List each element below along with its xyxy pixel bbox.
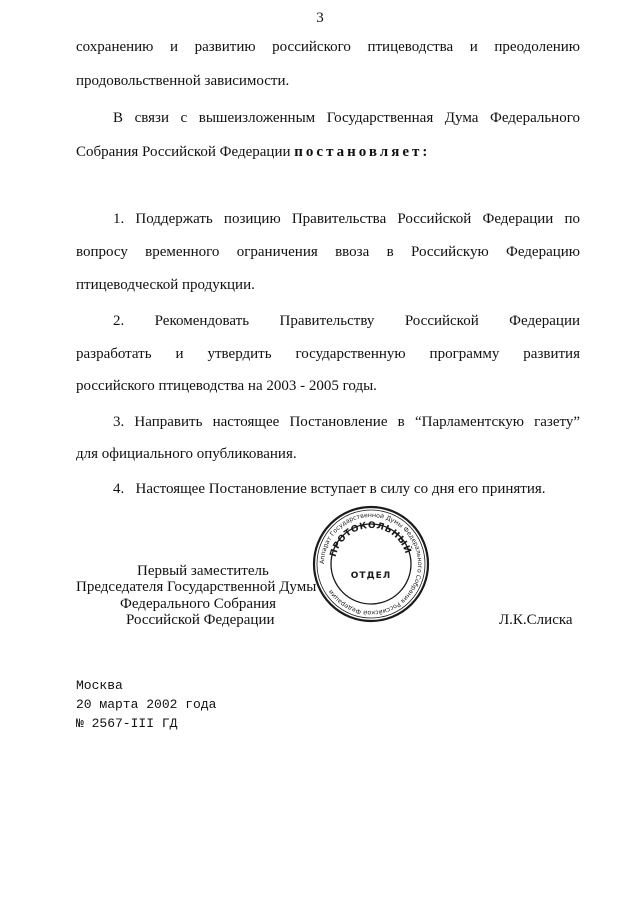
- resolves-keyword: постановляет:: [294, 144, 431, 160]
- footer-date: 20 марта 2002 года: [76, 697, 217, 712]
- footer-document-number: № 2567-III ГД: [76, 716, 178, 731]
- item-4-line-1: 4. Настоящее Постановление вступает в силу со дня его принятия.: [113, 481, 546, 497]
- paragraph-1-line-2: продовольственной зависимости.: [76, 73, 290, 89]
- resolution-intro: Собрания Российской Федерации: [76, 144, 291, 160]
- footer-city: Москва: [76, 678, 123, 693]
- item-3-line-2: для официального опубликования.: [76, 446, 297, 462]
- signatory-title-line-3: Федерального Собрания: [120, 596, 277, 612]
- signatory-title-line-4: Российской Федерации: [126, 612, 275, 628]
- signatory-name: Л.К.Слиска: [499, 612, 573, 628]
- signatory-title-line-2: Председателя Государственной Думы: [76, 579, 317, 595]
- signatory-title-line-1: Первый заместитель: [137, 563, 269, 579]
- item-1-line-1: 1. Поддержать позицию Правительства Российской Федерации по: [113, 211, 580, 227]
- page-number: 3: [316, 10, 324, 26]
- item-2-line-2: разработать и утвердить государственную программу развития: [76, 346, 580, 362]
- official-seal-stamp: [311, 504, 431, 624]
- seal-outer-text-path: Аппарат Государственной Думы Федерального Собрания Российской Федерации: [318, 511, 424, 617]
- item-1-line-3: птицеводческой продукции.: [76, 277, 255, 293]
- item-2-line-3: российского птицеводства на 2003 - 2005 годы.: [76, 378, 377, 394]
- item-1-line-2: вопросу временного ограничения ввоза в Российскую Федерацию: [76, 244, 580, 260]
- paragraph-1-line-1: сохранению и развитию российского птицеводства и преодолению: [76, 39, 580, 55]
- paragraph-2-line-1: В связи с вышеизложенным Государственная Дума Федерального: [113, 110, 580, 126]
- seal-center-text: ОТДЕЛ: [350, 571, 392, 581]
- item-2-line-1: 2. Рекомендовать Правительству Российской Федерации: [113, 313, 580, 329]
- paragraph-2-line-2: [76, 142, 580, 162]
- item-3-line-1: 3. Направить настоящее Постановление в “Парламентскую газету”: [113, 414, 580, 430]
- seal-inner-text-path: ПРОТОКОЛЬНЫЙ: [328, 520, 413, 559]
